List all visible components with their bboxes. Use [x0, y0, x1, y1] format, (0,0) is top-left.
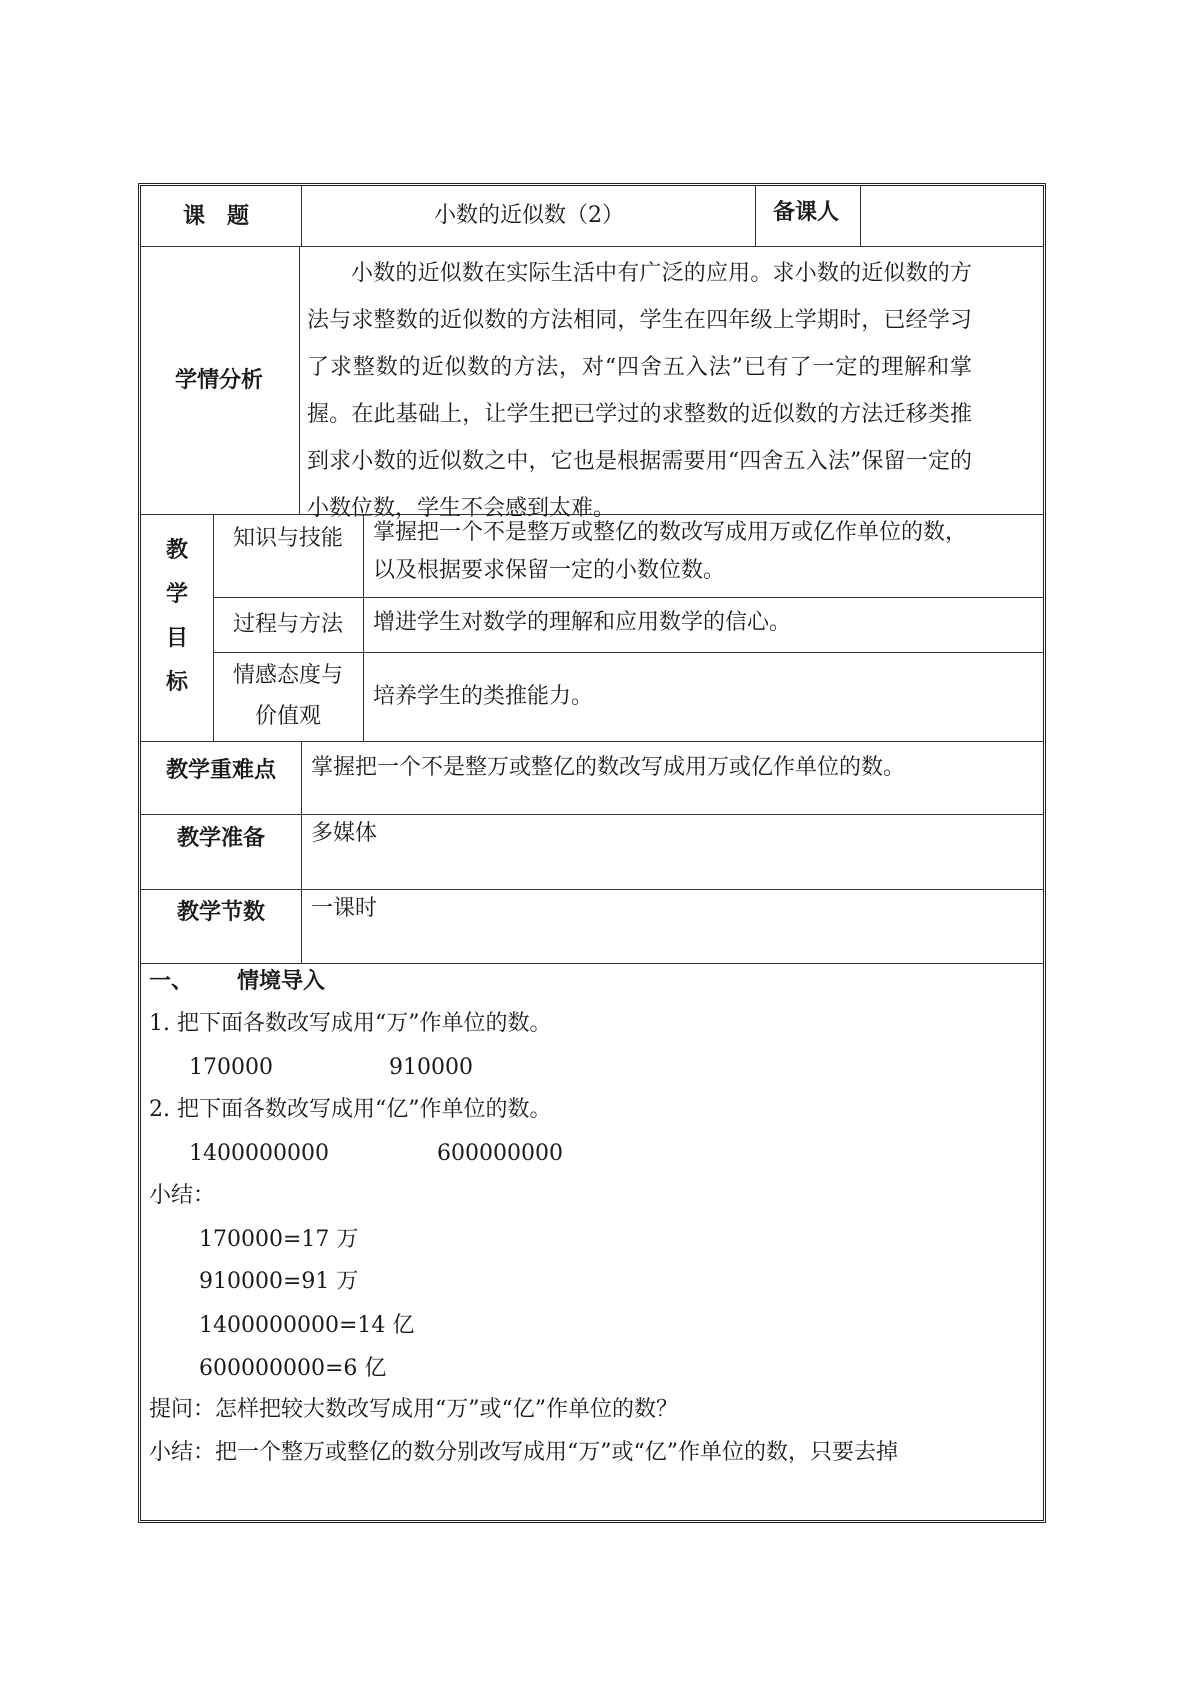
lesson-plan-table — [138, 183, 1046, 1523]
section-number: 一、 — [149, 968, 194, 994]
grid-line — [141, 741, 1044, 742]
question-1-number: 170000 — [189, 1055, 273, 1080]
preparation-value: 多媒体 — [311, 821, 378, 846]
analysis-label: 学情分析 — [175, 367, 264, 393]
goal-attitude-label: 价值观 — [254, 704, 321, 729]
goal-attitude-label: 情感态度与 — [232, 663, 343, 688]
periods-value: 一课时 — [311, 896, 378, 921]
grid-line — [141, 814, 1044, 815]
goals-label-char: 标 — [165, 669, 188, 695]
goal-knowledge-text: 以及根据要求保留一定的小数位数。 — [373, 558, 726, 583]
topic-label: 课 题 — [183, 203, 250, 229]
grid-line — [299, 246, 300, 514]
grid-line — [363, 514, 364, 741]
goal-attitude-text: 培养学生的类推能力。 — [373, 684, 594, 709]
grid-line — [141, 889, 1044, 890]
question-1-number: 910000 — [389, 1055, 473, 1080]
result-line: 1400000000=14 亿 — [199, 1313, 415, 1338]
result-line: 910000=91 万 — [199, 1269, 359, 1294]
goals-label-char: 教 — [165, 537, 188, 563]
grid-line — [213, 652, 1044, 653]
goal-knowledge-label: 知识与技能 — [232, 526, 343, 551]
analysis-text: 小数的近似数在实际生活中有广泛的应用。求小数的近似数的方法与求整数的近似数的方法相同，学生在四年级上学期时，已经学习了求整数的近似数的方法，对“四舍五入法”已有了一定的理解和掌握。在此基础上，让学生把已学过的求整数的近似数的方法迁移类推到求小数的近似数之中，它也是根据需要用“四舍五入法”保留一定的小数位数，学生不会感到太难。 — [307, 261, 972, 521]
goal-process-label: 过程与方法 — [232, 612, 343, 637]
question-1: 1. 把下面各数改写成用“万”作单位的数。 — [149, 1011, 552, 1036]
topic-value: 小数的近似数（2） — [434, 203, 624, 228]
summary-label: 小结： — [149, 1183, 216, 1208]
key-points-label: 教学重难点 — [165, 757, 276, 783]
grid-line — [213, 597, 1044, 598]
grid-line — [301, 186, 302, 246]
goal-process-text: 增进学生对数学的理解和应用数学的信心。 — [373, 610, 792, 635]
result-line: 600000000=6 亿 — [199, 1356, 387, 1381]
grid-line — [141, 246, 1044, 247]
goals-label — [141, 534, 213, 710]
conclusion-text: 小结：把一个整万或整亿的数分别改写成用“万”或“亿”作单位的数，只要去掉 — [149, 1440, 898, 1465]
goal-knowledge-text: 掌握把一个不是整万或整亿的数改写成用万或亿作单位的数， — [373, 520, 968, 545]
question-2-number: 600000000 — [437, 1141, 563, 1166]
grid-line — [141, 963, 1044, 964]
goals-label-char: 学 — [165, 581, 188, 607]
question-2-number: 1400000000 — [189, 1141, 329, 1166]
preparation-label: 教学准备 — [176, 825, 265, 851]
grid-line — [301, 741, 302, 963]
periods-label: 教学节数 — [176, 899, 265, 925]
key-points-value: 掌握把一个不是整万或整亿的数改写成用万或亿作单位的数。 — [311, 755, 906, 780]
section-title: 情境导入 — [237, 968, 326, 994]
preparer-label: 备课人 — [773, 199, 840, 225]
result-line: 170000=17 万 — [199, 1227, 359, 1252]
question-2: 2. 把下面各数改写成用“亿”作单位的数。 — [149, 1097, 552, 1122]
question-text: 提问：怎样把较大数改写成用“万”或“亿”作单位的数？ — [149, 1397, 678, 1422]
grid-line — [755, 186, 756, 246]
goals-label-char: 目 — [165, 625, 188, 651]
grid-line — [860, 186, 861, 246]
